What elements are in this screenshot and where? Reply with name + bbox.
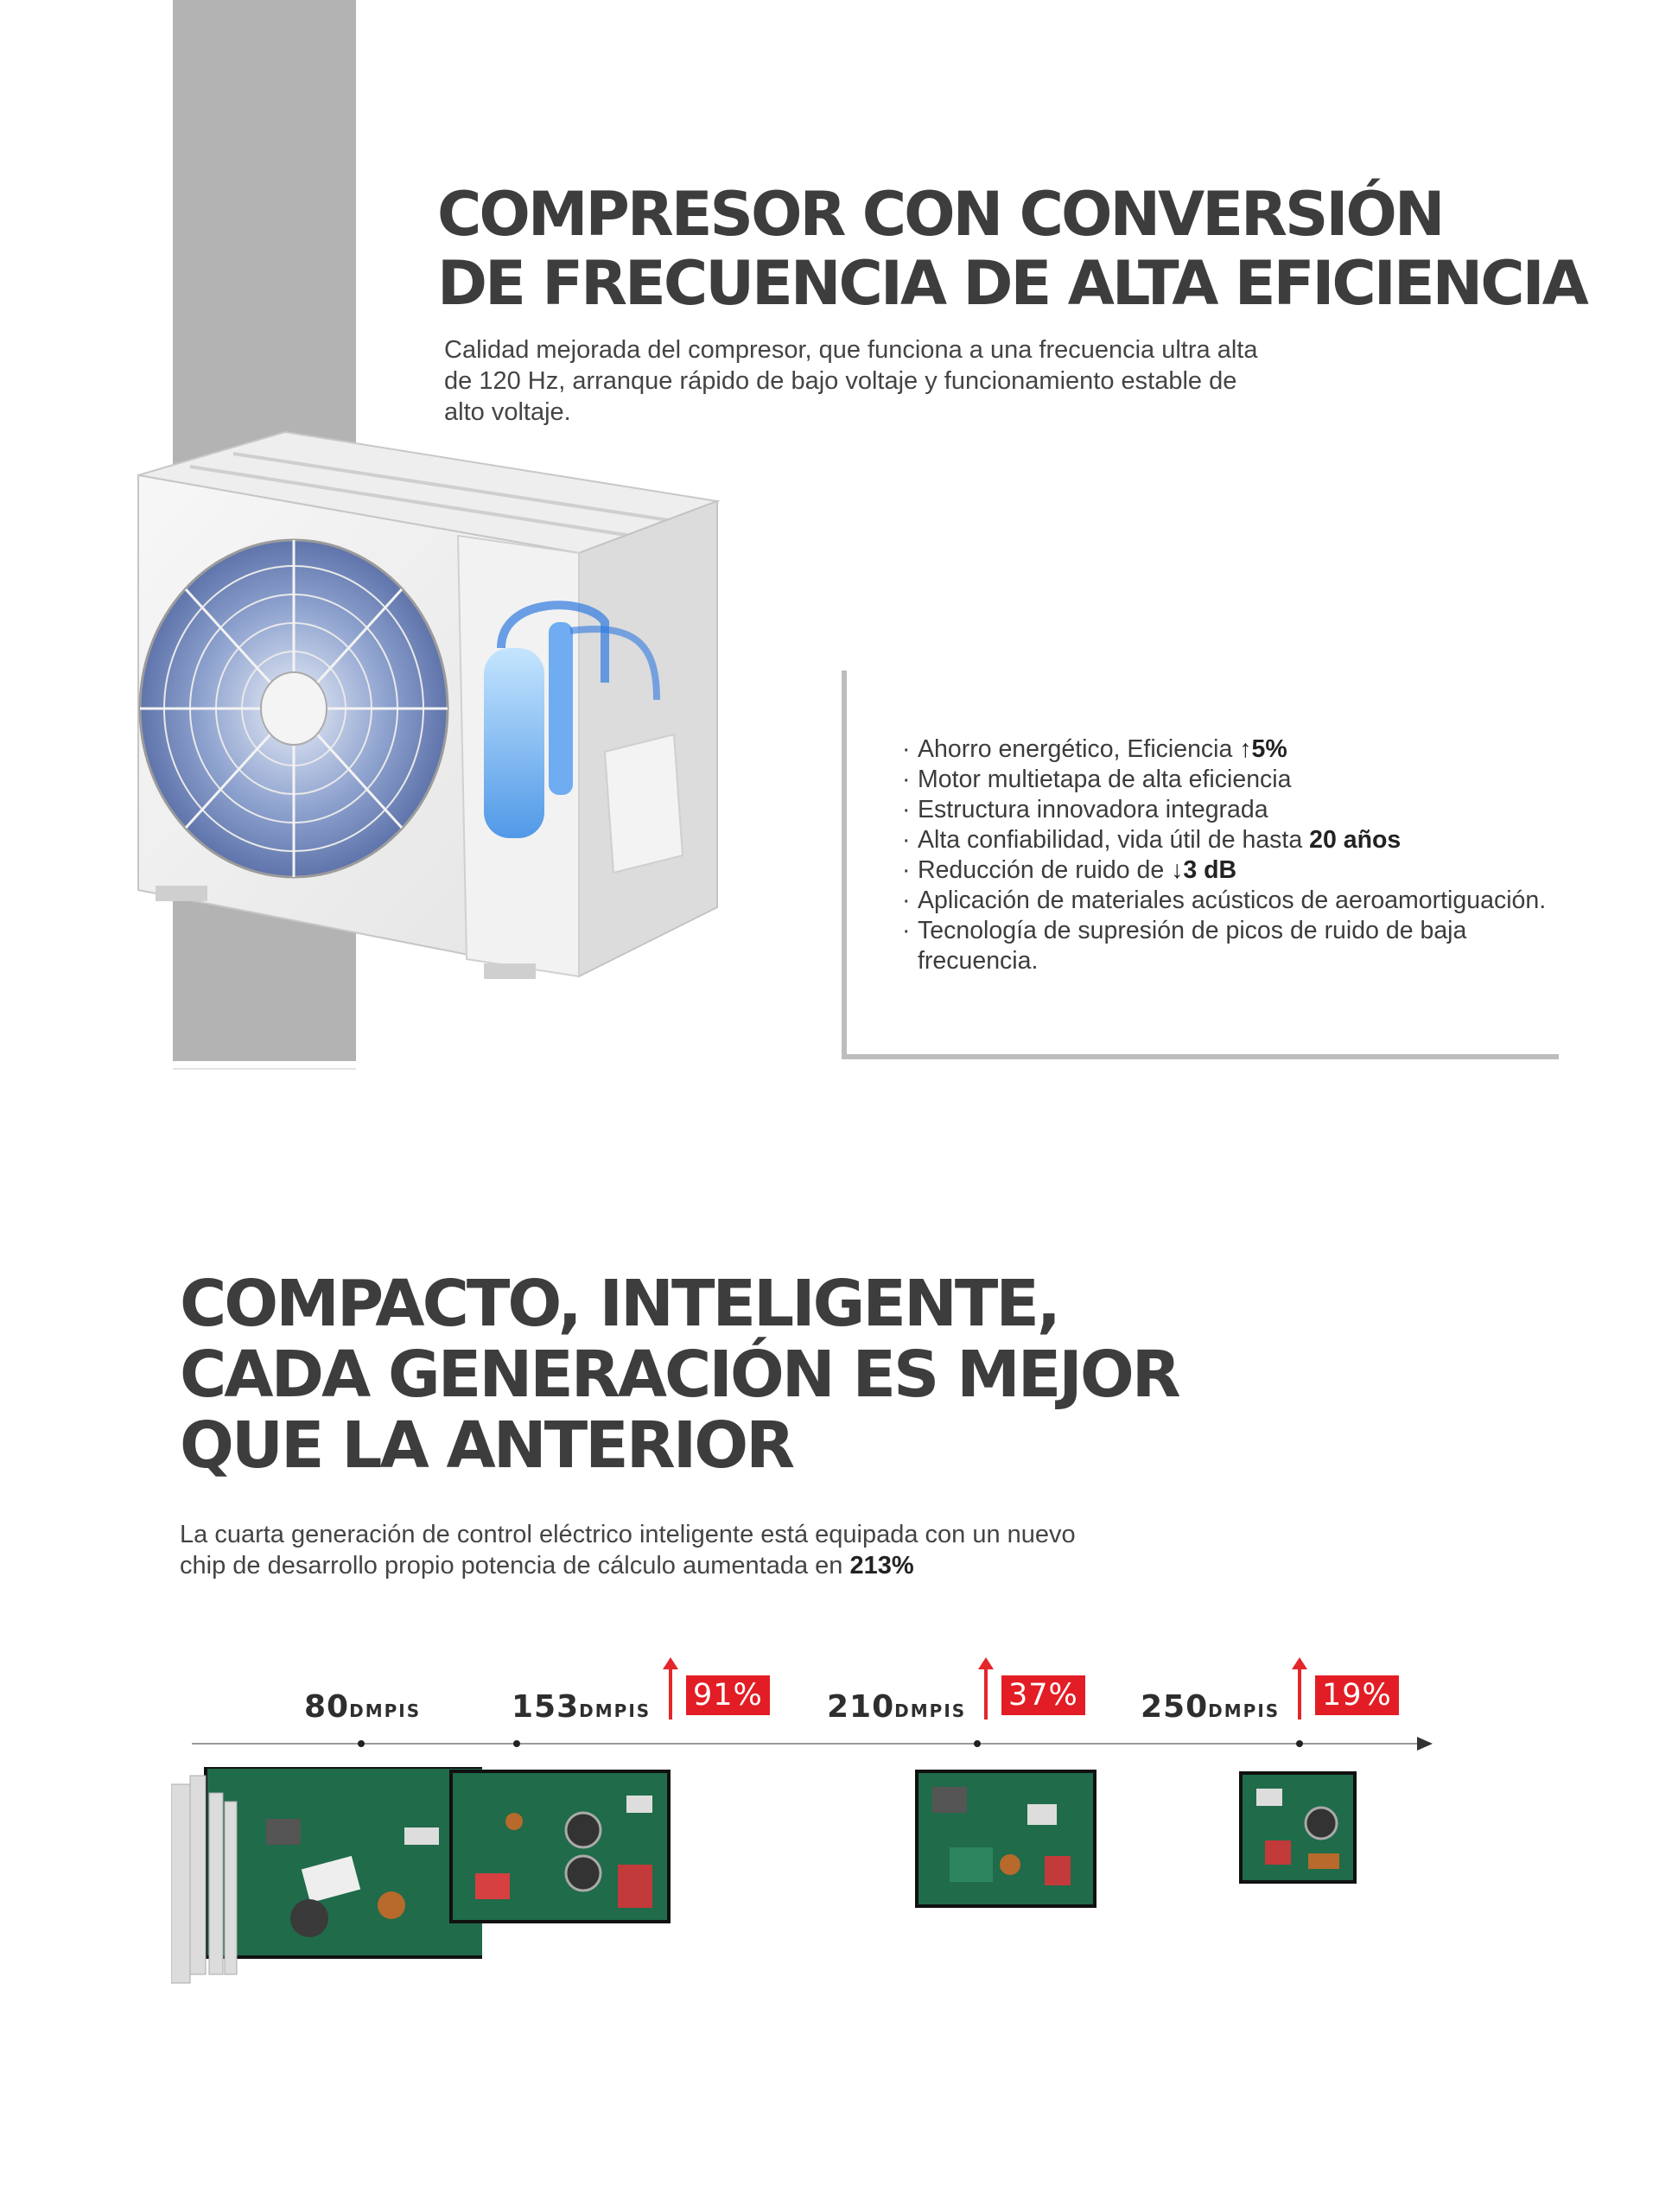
control-board-gen4-image xyxy=(1239,1771,1357,1884)
feature-item: · Ahorro energético, Eficiencia ↑5% xyxy=(902,734,1559,765)
section1-description-line3: alto voltaje. xyxy=(444,398,571,426)
increase-arrow-icon xyxy=(669,1668,672,1719)
features-box-border-bottom xyxy=(842,1054,1559,1059)
increase-badge: 19% xyxy=(1315,1675,1399,1715)
increase-badge: 37% xyxy=(1001,1675,1085,1715)
control-board-gen2-image xyxy=(449,1770,671,1923)
feature-item: · Alta confiabilidad, vida útil de hasta 20 años xyxy=(902,825,1559,855)
features-box-border-left xyxy=(842,671,847,1059)
section1-description-line2: de 120 Hz, arranque rápido de bajo voltaje y funcionamiento estable de xyxy=(444,367,1237,395)
features-box xyxy=(842,671,1559,1059)
control-board-gen3-image xyxy=(915,1770,1096,1908)
generation-timeline xyxy=(192,1646,1427,2009)
section1-description-line1: Calidad mejorada del compresor, que funciona a una frecuencia ultra alta xyxy=(444,336,1258,364)
decorative-band-edge xyxy=(173,1068,356,1070)
stage-value: 153DMPIS xyxy=(512,1689,652,1725)
feature-item: · Aplicación de materiales acústicos de aeroamortiguación. xyxy=(902,886,1559,916)
timeline-arrowhead-icon xyxy=(1417,1737,1433,1751)
timeline-dot xyxy=(974,1740,981,1747)
section2-title-line2: CADA GENERACIÓN ES MEJOR xyxy=(180,1338,1179,1412)
timeline-axis xyxy=(192,1743,1419,1745)
stage-value: 80DMPIS xyxy=(304,1689,422,1725)
section2-description-line1: La cuarta generación de control eléctrico inteligente está equipada con un nuevo xyxy=(180,1521,1076,1548)
feature-item: · Reducción de ruido de ↓3 dB xyxy=(902,855,1559,886)
section2-title-line3: QUE LA ANTERIOR xyxy=(180,1408,793,1483)
section2-title xyxy=(180,1268,1179,1481)
timeline-dot xyxy=(513,1740,520,1747)
section2-title-line1: COMPACTO, INTELIGENTE, xyxy=(180,1267,1059,1341)
features-list xyxy=(902,734,1559,976)
feature-item: · Motor multietapa de alta eficiencia xyxy=(902,765,1559,795)
feature-item: · Estructura innovadora integrada xyxy=(902,795,1559,825)
timeline-dot xyxy=(1296,1740,1303,1747)
section1-title-line2: DE FRECUENCIA DE ALTA EFICIENCIA xyxy=(437,248,1586,319)
feature-item: · Tecnología de supresión de picos de ruido de baja frecuencia. xyxy=(902,916,1559,976)
section1-title-line1: COMPRESOR CON CONVERSIÓN xyxy=(437,179,1443,250)
section1-description xyxy=(444,334,1395,428)
outdoor-unit-illustration xyxy=(121,423,778,994)
section1-title xyxy=(437,180,1586,318)
increase-arrow-icon xyxy=(984,1668,988,1719)
stage-value: 210DMPIS xyxy=(827,1689,967,1725)
section2-description-line2: chip de desarrollo propio potencia de cálculo aumentada en 213% xyxy=(180,1552,914,1580)
section2-description xyxy=(180,1519,1303,1581)
increase-arrow-icon xyxy=(1298,1668,1301,1719)
timeline-dot xyxy=(358,1740,365,1747)
stage-value: 250DMPIS xyxy=(1141,1689,1281,1725)
increase-badge: 91% xyxy=(686,1675,770,1715)
control-board-gen1-image xyxy=(171,1767,482,1992)
